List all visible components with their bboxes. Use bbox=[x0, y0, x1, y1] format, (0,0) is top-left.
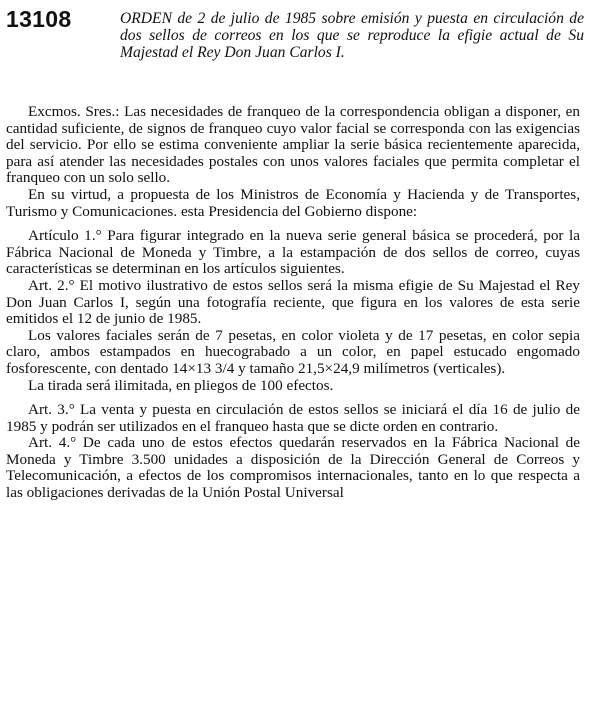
paragraph-articulo-2: Art. 2.° El motivo ilustrativo de estos sellos será la misma efigie de Su Majestad el Rey Don Juan Carlos I, según una fotografía reciente, que figura en los valores de esta serie emitidos el 12 de junio de 1985. bbox=[6, 276, 580, 328]
document-number: 13108 bbox=[6, 6, 72, 32]
paragraph-intro: Excmos. Sres.: Las necesidades de franqueo de la correspondencia obligan a disponer, en cantidad suficiente, de signos de franqueo cuyo valor facial se corresponda con las exigencias del servicio. Por ello se estima conveniente ampliar la serie básica recientemente aparecida, para así atender las necesidades postales con unos valores faciales que permita completar el franqueo con un solo sello. bbox=[6, 103, 580, 187]
paragraph-articulo-4: Art. 4.° De cada uno de estos efectos quedarán reservados en la Fábrica Nacional de Moneda y Timbre 3.500 unidades a disposición de la Dirección General de Correos y Telecomunicación, a efectos de los compromisos internacionales, tanto en lo que respecta a las obligaciones derivadas de la Unión Postal Universal bbox=[6, 434, 580, 502]
paragraph-valores-faciales: Los valores faciales serán de 7 pesetas, en color violeta y de 17 pesetas, en color sepia claro, ambos estampados en huecograbado a un color, en papel estucado engomado fosforescente, con dentado 14×13 3/4 y tamaño 21,5×24,9 milímetros (verticales). bbox=[6, 326, 580, 377]
document-header bbox=[6, 6, 584, 90]
paragraph-tirada: La tirada será ilimitada, en pliegos de 100 efectos. bbox=[28, 376, 334, 394]
document-body bbox=[6, 104, 580, 502]
paragraph-articulo-3: Art. 3.° La venta y puesta en circulación de estos sellos se iniciará el día 16 de julio de 1985 y podrán ser utilizados en el franqueo hasta que se dicte orden en contrario. bbox=[6, 401, 580, 435]
document-title: ORDEN de 2 de julio de 1985 sobre emisión y puesta en circulación de dos sellos de correos en los que se reproduce la efigie actual de Su Majestad el Rey Don Juan Carlos I. bbox=[120, 10, 584, 61]
paragraph-virtud: En su virtud, a propuesta de los Ministros de Economía y Hacienda y de Transportes, Turismo y Comunicaciones. esta Presidencia del Gobierno dispone: bbox=[6, 185, 580, 220]
paragraph-articulo-1: Artículo 1.° Para figurar integrado en la nueva serie general básica se procederá, por la Fábrica Nacional de Moneda y Timbre, a la estampación de dos sellos de correo, cuyas características se determinan en los artículos siguientes. bbox=[6, 227, 580, 278]
